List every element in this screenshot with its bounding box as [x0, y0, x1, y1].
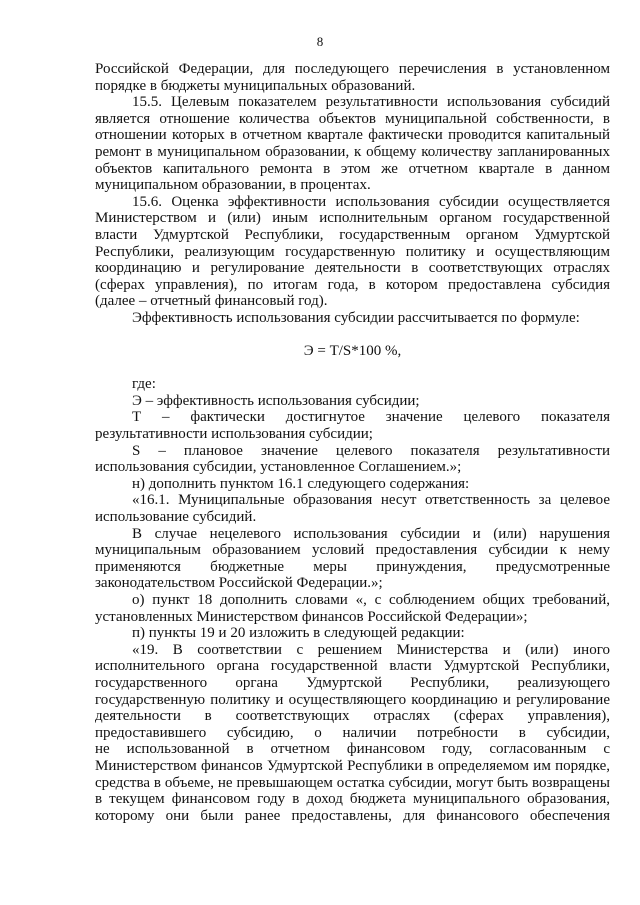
text-line: «16.1. Муниципальные образования несут ответственность за целевое [132, 492, 610, 509]
text-line: законодательством Российской Федерации.»; [95, 575, 383, 592]
text-line: средства в объеме, не превышающем остатка субсидии, могут быть возвращены [95, 774, 610, 791]
document-body [95, 61, 610, 824]
text-line: в текущем финансовом году в доход бюджета муниципального образования, [95, 791, 610, 808]
text-line: установленных Министерством финансов Российской Федерации»; [95, 608, 528, 625]
text-line: отношении которых в отчетном квартале фактически проводится капитальный [95, 127, 610, 144]
text-line: В случае нецелевого использования субсидии и (или) нарушения [132, 525, 610, 542]
text-line: н) дополнить пунктом 16.1 следующего содержания: [132, 475, 470, 492]
text-line: координацию и регулирование деятельности в соответствующих отраслях [95, 260, 610, 277]
text-line: 15.6. Оценка эффективности использования субсидии осуществляется [132, 193, 610, 210]
text-line: не использованной в отчетном финансовом году, согласованным с [95, 741, 610, 758]
text-line: Министерством финансов Удмуртской Республики в определяемом им порядке, [95, 757, 610, 774]
text-line: п) пункты 19 и 20 изложить в следующей редакции: [132, 625, 465, 642]
text-line: государственного органа Удмуртской Республики, реализующего [95, 674, 610, 691]
text-line: является отношение количества объектов муниципальной собственности, в [95, 110, 610, 127]
text-line: предоставившего субсидию, о наличии потребности в субсидии, [95, 724, 610, 741]
text-line: объектов капитального ремонта в этом же отчетном квартале в данном [95, 160, 610, 177]
formula-line: Э = Т/S*100 %, [303, 343, 402, 360]
text-line: результативности использования субсидии; [95, 426, 373, 443]
text-line: исполнительного органа государственной власти Удмуртской Республики, [95, 658, 610, 675]
text-line: Министерством и (или) иным исполнительным органом государственной [95, 210, 610, 227]
text-line: Эффективность использования субсидии рассчитывается по формуле: [132, 309, 580, 326]
text-line: где: [132, 376, 156, 393]
text-line: Российской Федерации, для последующего перечисления в установленном [95, 61, 610, 77]
text-line: порядке в бюджеты муниципальных образований. [95, 77, 416, 94]
text-line: S – плановое значение целевого показателя результативности [132, 442, 610, 459]
text-line: (сферах управления), по итогам года, в котором предоставлена субсидия [95, 276, 610, 293]
text-line: деятельности в соответствующих отраслях (сферах управления), [95, 708, 610, 725]
text-line: власти Удмуртской Республики, государственным органом Удмуртской [95, 226, 610, 243]
text-line: ремонт в муниципальном образовании, к общему количеству запланированных [95, 143, 610, 160]
text-line: о) пункт 18 дополнить словами «, с соблюдением общих требований, [132, 592, 610, 608]
text-line: муниципальном образовании, в процентах. [95, 177, 371, 194]
page-number: 8 [316, 34, 324, 49]
text-line: «19. В соответствии с решением Министерства и (или) иного [132, 641, 610, 658]
text-line: Республики, реализующим государственную политику и осуществляющим [95, 243, 610, 260]
text-line: применяются бюджетные меры принуждения, предусмотренные [95, 558, 610, 575]
text-line: которому они были ранее предоставлены, для финансового обеспечения [95, 807, 610, 824]
text-line: Т – фактически достигнутое значение целевого показателя [132, 409, 610, 426]
blank-line [95, 360, 610, 377]
text-line: государственную политику и осуществляющего координацию и регулирование [95, 691, 610, 708]
text-line: использование субсидий. [95, 509, 257, 526]
text-line: 15.5. Целевым показателем результативности использования субсидий [132, 94, 610, 111]
text-line: Э – эффективность использования субсидии; [132, 392, 420, 409]
blank-line [95, 327, 610, 344]
text-line: муниципальным образованием условий предоставления субсидии к нему [95, 542, 610, 559]
text-line: (далее – отчетный финансовый год). [95, 293, 328, 310]
text-line: использования субсидии, установленное Соглашением.»; [95, 459, 462, 476]
